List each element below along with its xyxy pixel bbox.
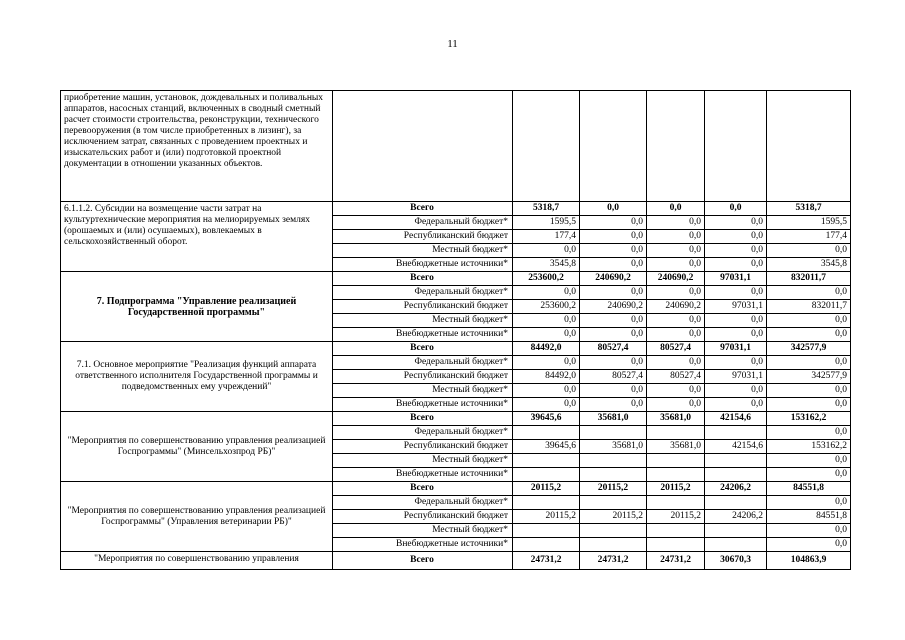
value-cell: 35681,0 — [647, 440, 705, 454]
value-cell: 0,0 — [580, 398, 647, 412]
funding-source-cell: Федеральный бюджет* — [333, 286, 513, 300]
value-cell: 0,0 — [580, 258, 647, 272]
value-cell: 20115,2 — [647, 482, 705, 496]
value-cell — [513, 538, 580, 552]
row-group-description: "Мероприятия по совершенствованию управления — [61, 552, 333, 570]
value-cell: 0,0 — [767, 454, 851, 468]
value-cell: 20115,2 — [580, 510, 647, 524]
value-cell: 0,0 — [767, 426, 851, 440]
value-cell — [705, 496, 767, 510]
value-cell: 20115,2 — [580, 482, 647, 496]
funding-source-cell: Внебюджетные источники* — [333, 328, 513, 342]
value-cell: 97031,1 — [705, 300, 767, 314]
empty-cell — [513, 91, 580, 202]
value-cell: 153162,2 — [767, 440, 851, 454]
value-cell: 0,0 — [513, 244, 580, 258]
value-cell: 97031,1 — [705, 342, 767, 356]
intro-row — [61, 91, 851, 202]
row-group-description: "Мероприятия по совершенствованию управления реализацией Госпрограммы" (Минсельхозпрод РБ)" — [61, 412, 333, 482]
empty-cell — [333, 91, 513, 202]
value-cell: 20115,2 — [513, 482, 580, 496]
funding-source-cell: Республиканский бюджет — [333, 370, 513, 384]
value-cell: 0,0 — [580, 384, 647, 398]
value-cell: 0,0 — [647, 384, 705, 398]
value-cell: 0,0 — [767, 286, 851, 300]
page-number: 11 — [447, 38, 458, 50]
value-cell: 1595,5 — [513, 216, 580, 230]
value-cell: 0,0 — [580, 244, 647, 258]
funding-source-cell: Федеральный бюджет* — [333, 356, 513, 370]
funding-source-cell: Внебюджетные источники* — [333, 398, 513, 412]
value-cell: 5318,7 — [513, 202, 580, 216]
value-cell: 1595,5 — [767, 216, 851, 230]
funding-source-cell: Всего — [333, 482, 513, 496]
value-cell: 0,0 — [647, 356, 705, 370]
table-row — [61, 552, 851, 570]
value-cell: 35681,0 — [647, 412, 705, 426]
value-cell: 0,0 — [767, 496, 851, 510]
value-cell — [513, 496, 580, 510]
value-cell — [647, 538, 705, 552]
value-cell: 0,0 — [580, 328, 647, 342]
value-cell: 0,0 — [705, 356, 767, 370]
row-group-description: 6.1.1.2. Субсидии на возмещение части затрат на культуртехнические мероприятия на мелиорируемых землях (орошаемых и (или) осушаемых), вовлекаемых в сельскохозяйственный оборот. — [61, 202, 333, 272]
value-cell: 0,0 — [513, 398, 580, 412]
value-cell: 253600,2 — [513, 272, 580, 286]
value-cell: 0,0 — [767, 398, 851, 412]
value-cell — [647, 454, 705, 468]
value-cell — [513, 524, 580, 538]
value-cell: 24731,2 — [580, 552, 647, 570]
funding-source-cell: Федеральный бюджет* — [333, 426, 513, 440]
value-cell — [647, 468, 705, 482]
value-cell: 0,0 — [705, 314, 767, 328]
value-cell: 832011,7 — [767, 272, 851, 286]
funding-source-cell: Федеральный бюджет* — [333, 216, 513, 230]
value-cell: 0,0 — [647, 202, 705, 216]
value-cell: 80527,4 — [580, 370, 647, 384]
value-cell: 80527,4 — [647, 342, 705, 356]
value-cell: 24731,2 — [513, 552, 580, 570]
value-cell: 0,0 — [705, 398, 767, 412]
value-cell: 177,4 — [767, 230, 851, 244]
funding-source-cell: Республиканский бюджет — [333, 440, 513, 454]
value-cell: 97031,1 — [705, 272, 767, 286]
budget-table — [60, 90, 851, 570]
value-cell: 3545,8 — [767, 258, 851, 272]
value-cell: 84551,8 — [767, 482, 851, 496]
empty-cell — [705, 91, 767, 202]
value-cell: 0,0 — [705, 244, 767, 258]
value-cell: 0,0 — [647, 286, 705, 300]
funding-source-cell: Местный бюджет* — [333, 524, 513, 538]
intro-description: приобретение машин, установок, дождевальных и поливальных аппаратов, насосных станций, включенных в сводный сметный расчет стоимости строительства, реконструкции, технического перевооружения (в том числе приобретенных в лизинг), за исключением затрат, связанных с проведением проектных и изыскательских работ и (или) подготовкой проектной документации в отношении указанных объектов. — [61, 91, 333, 202]
value-cell: 0,0 — [767, 328, 851, 342]
value-cell — [705, 524, 767, 538]
value-cell: 0,0 — [767, 538, 851, 552]
value-cell: 0,0 — [647, 398, 705, 412]
value-cell: 30670,3 — [705, 552, 767, 570]
funding-source-cell: Всего — [333, 202, 513, 216]
funding-source-cell: Местный бюджет* — [333, 384, 513, 398]
budget-table-body — [61, 91, 851, 570]
value-cell: 5318,7 — [767, 202, 851, 216]
value-cell: 39645,6 — [513, 412, 580, 426]
value-cell: 84492,0 — [513, 370, 580, 384]
value-cell: 177,4 — [513, 230, 580, 244]
value-cell: 0,0 — [705, 216, 767, 230]
value-cell: 84551,8 — [767, 510, 851, 524]
value-cell — [705, 426, 767, 440]
value-cell: 84492,0 — [513, 342, 580, 356]
value-cell: 0,0 — [767, 468, 851, 482]
value-cell: 20115,2 — [513, 510, 580, 524]
value-cell: 39645,6 — [513, 440, 580, 454]
value-cell: 0,0 — [513, 286, 580, 300]
table-row — [61, 482, 851, 496]
funding-source-cell: Внебюджетные источники* — [333, 468, 513, 482]
funding-source-cell: Всего — [333, 342, 513, 356]
value-cell: 0,0 — [767, 524, 851, 538]
funding-source-cell: Федеральный бюджет* — [333, 496, 513, 510]
value-cell: 24206,2 — [705, 510, 767, 524]
value-cell — [647, 426, 705, 440]
value-cell — [580, 468, 647, 482]
value-cell: 0,0 — [580, 356, 647, 370]
value-cell: 0,0 — [513, 356, 580, 370]
value-cell: 0,0 — [647, 328, 705, 342]
value-cell: 832011,7 — [767, 300, 851, 314]
table-row — [61, 412, 851, 426]
value-cell: 80527,4 — [647, 370, 705, 384]
value-cell: 0,0 — [705, 286, 767, 300]
value-cell: 240690,2 — [647, 300, 705, 314]
funding-source-cell: Всего — [333, 272, 513, 286]
value-cell: 0,0 — [647, 230, 705, 244]
funding-source-cell: Республиканский бюджет — [333, 300, 513, 314]
funding-source-cell: Республиканский бюджет — [333, 510, 513, 524]
value-cell: 0,0 — [580, 286, 647, 300]
value-cell — [580, 538, 647, 552]
empty-cell — [580, 91, 647, 202]
funding-source-cell: Всего — [333, 412, 513, 426]
value-cell: 0,0 — [705, 202, 767, 216]
value-cell: 0,0 — [767, 384, 851, 398]
row-group-description: 7.1. Основное мероприятие "Реализация функций аппарата ответственного исполнителя Государственной программы и подведомственных ему учреждений" — [61, 342, 333, 412]
funding-source-cell: Местный бюджет* — [333, 454, 513, 468]
table-row — [61, 272, 851, 286]
value-cell: 0,0 — [513, 314, 580, 328]
value-cell: 342577,9 — [767, 370, 851, 384]
value-cell: 35681,0 — [580, 440, 647, 454]
value-cell — [647, 524, 705, 538]
value-cell: 24206,2 — [705, 482, 767, 496]
value-cell: 0,0 — [647, 258, 705, 272]
value-cell: 35681,0 — [580, 412, 647, 426]
empty-cell — [767, 91, 851, 202]
table-row — [61, 202, 851, 216]
value-cell — [705, 454, 767, 468]
value-cell — [647, 496, 705, 510]
value-cell: 0,0 — [580, 230, 647, 244]
value-cell: 240690,2 — [580, 272, 647, 286]
funding-source-cell: Местный бюджет* — [333, 314, 513, 328]
table-row — [61, 342, 851, 356]
value-cell: 80527,4 — [580, 342, 647, 356]
value-cell — [705, 538, 767, 552]
value-cell: 104863,9 — [767, 552, 851, 570]
row-group-description: 7. Подпрограмма "Управление реализацией Государственной программы" — [61, 272, 333, 342]
row-group-description: "Мероприятия по совершенствованию управления реализацией Госпрограммы" (Управления ветеринарии РБ)" — [61, 482, 333, 552]
value-cell: 20115,2 — [647, 510, 705, 524]
value-cell: 0,0 — [767, 244, 851, 258]
value-cell: 3545,8 — [513, 258, 580, 272]
value-cell — [580, 496, 647, 510]
value-cell: 0,0 — [767, 314, 851, 328]
value-cell: 0,0 — [513, 328, 580, 342]
value-cell: 0,0 — [647, 216, 705, 230]
value-cell: 342577,9 — [767, 342, 851, 356]
value-cell: 253600,2 — [513, 300, 580, 314]
value-cell: 0,0 — [513, 384, 580, 398]
value-cell: 153162,2 — [767, 412, 851, 426]
value-cell: 42154,6 — [705, 412, 767, 426]
value-cell: 0,0 — [705, 230, 767, 244]
value-cell: 0,0 — [705, 328, 767, 342]
value-cell: 0,0 — [580, 216, 647, 230]
value-cell: 0,0 — [705, 384, 767, 398]
value-cell — [580, 454, 647, 468]
value-cell — [580, 426, 647, 440]
empty-cell — [647, 91, 705, 202]
value-cell — [705, 468, 767, 482]
value-cell: 0,0 — [647, 244, 705, 258]
value-cell: 24731,2 — [647, 552, 705, 570]
value-cell: 0,0 — [580, 202, 647, 216]
value-cell — [580, 524, 647, 538]
funding-source-cell: Внебюджетные источники* — [333, 538, 513, 552]
value-cell — [513, 454, 580, 468]
value-cell: 0,0 — [767, 356, 851, 370]
value-cell: 0,0 — [705, 258, 767, 272]
funding-source-cell: Республиканский бюджет — [333, 230, 513, 244]
value-cell: 0,0 — [647, 314, 705, 328]
funding-source-cell: Внебюджетные источники* — [333, 258, 513, 272]
funding-source-cell: Всего — [333, 552, 513, 570]
value-cell: 0,0 — [580, 314, 647, 328]
value-cell: 42154,6 — [705, 440, 767, 454]
value-cell: 240690,2 — [580, 300, 647, 314]
value-cell — [513, 468, 580, 482]
value-cell: 240690,2 — [647, 272, 705, 286]
funding-source-cell: Местный бюджет* — [333, 244, 513, 258]
value-cell — [513, 426, 580, 440]
value-cell: 97031,1 — [705, 370, 767, 384]
